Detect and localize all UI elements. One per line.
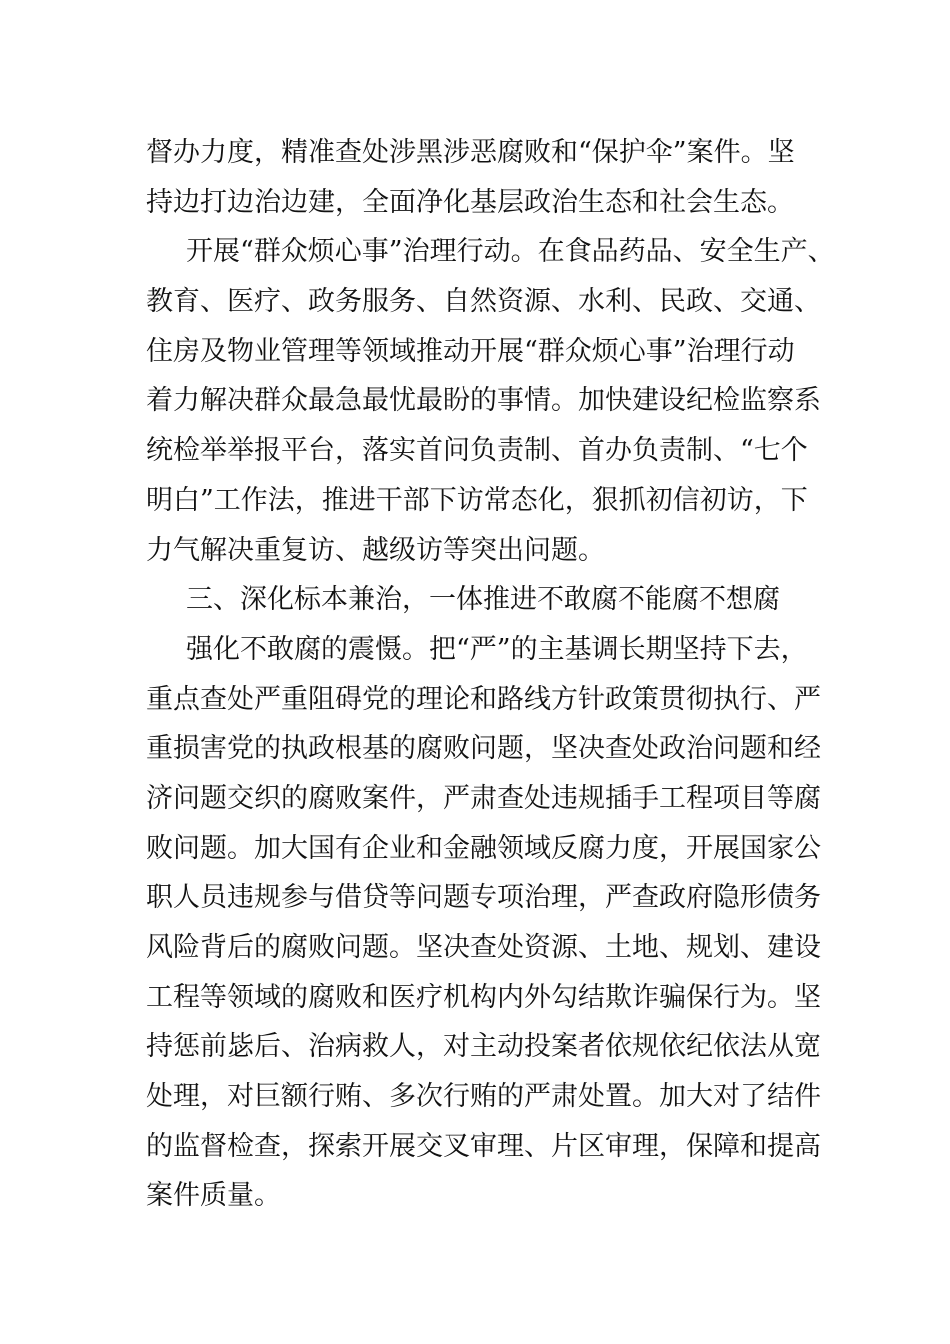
text-line: 风险背后的腐败问题。坚决查处资源、土地、规划、建设 <box>146 932 821 963</box>
document-body <box>146 128 835 1221</box>
text-line: 督办力度，精准查处涉黑涉恶腐败和“保护伞”案件。坚 <box>146 137 795 168</box>
paragraph-heading-line: 开展“群众烦心事”治理行动。在食品药品、安全生产、 <box>186 236 835 268</box>
text-line: 济问题交织的腐败案件，严肃查处违规插手工程项目等腐 <box>146 782 821 814</box>
text-line: 职人员违规参与借贷等问题专项治理，严查政府隐形债务 <box>146 882 821 914</box>
text-line: 重损害党的执政根基的腐败问题，坚决查处政治问题和经 <box>146 733 821 765</box>
text-line: 统检举举报平台，落实首问负责制、首办负责制、“七个 <box>146 435 808 467</box>
text-line: 明白”工作法，推进干部下访常态化，狠抓初信初访，下 <box>146 484 808 516</box>
text-line: 重点查处严重阻碍党的理论和路线方针政策贯彻执行、严 <box>146 683 821 715</box>
text-line: 败问题。加大国有企业和金融领域反腐力度，开展国家公 <box>146 832 821 864</box>
text-line: 教育、医疗、政务服务、自然资源、水利、民政、交通、 <box>146 286 821 318</box>
text-line: 持惩前毖后、治病救人，对主动投案者依规依纪依法从宽 <box>146 1031 821 1063</box>
text-line: 持边打边治边建，全面净化基层政治生态和社会生态。 <box>146 186 794 218</box>
text-line: 工程等领域的腐败和医疗机构内外勾结欺诈骗保行为。坚 <box>146 981 821 1013</box>
text-line: 处理，对巨额行贿、多次行贿的严肃处置。加大对了结件 <box>146 1081 821 1113</box>
text-line: 的监督检查，探索开展交叉审理、片区审理，保障和提高 <box>146 1130 821 1162</box>
text-line: 案件质量。 <box>146 1180 281 1212</box>
paragraph-heading-line: 强化不敢腐的震慑。把“严”的主基调长期坚持下去， <box>186 633 808 665</box>
text-line: 力气解决重复访、越级访等突出问题。 <box>146 534 605 566</box>
text-line: 着力解决群众最急最忧最盼的事情。加快建设纪检监察系 <box>146 385 821 417</box>
text-line: 住房及物业管理等领域推动开展“群众烦心事”治理行动 <box>146 335 795 367</box>
section-heading: 三、深化标本兼治，一体推进不敢腐不能腐不想腐 <box>186 584 780 616</box>
